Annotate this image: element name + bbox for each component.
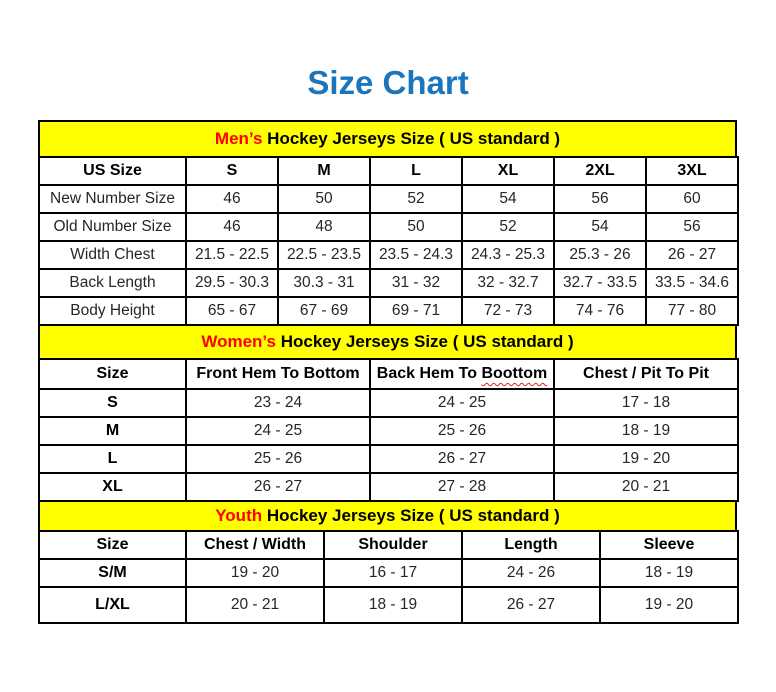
size-value-cell: 65 - 67: [186, 297, 278, 325]
column-header: Front Hem To Bottom: [186, 359, 370, 389]
column-header: Shoulder: [324, 531, 462, 559]
column-header: Size: [39, 531, 186, 559]
womens-size-table: [38, 358, 739, 502]
youth-section-header: [38, 500, 737, 532]
column-header: L: [370, 157, 462, 185]
row-label: S: [39, 389, 186, 417]
mens-size-table: [38, 156, 739, 326]
size-value-cell: 50: [278, 185, 370, 213]
youth-band-rest: Hockey Jerseys Size ( US standard ): [262, 506, 560, 525]
youth-band-highlight: Youth: [215, 506, 263, 525]
size-value-cell: 25 - 26: [370, 417, 554, 445]
mens-band-rest: Hockey Jerseys Size ( US standard ): [262, 129, 561, 148]
youth-header-row: [39, 531, 738, 559]
size-value-cell: 74 - 76: [554, 297, 646, 325]
mens-section: [38, 120, 737, 326]
column-header: XL: [462, 157, 554, 185]
mens-section-header: [38, 120, 737, 158]
column-header: M: [278, 157, 370, 185]
size-value-cell: 19 - 20: [554, 445, 738, 473]
column-header: S: [186, 157, 278, 185]
mens-band-highlight: Men’s: [214, 129, 263, 148]
size-value-cell: 52: [462, 213, 554, 241]
table-row: [39, 445, 738, 473]
table-row: [39, 297, 738, 325]
column-header: Length: [462, 531, 600, 559]
table-row: [39, 241, 738, 269]
size-value-cell: 27 - 28: [370, 473, 554, 501]
youth-section: [38, 500, 737, 624]
row-label: Old Number Size: [39, 213, 186, 241]
size-value-cell: 48: [278, 213, 370, 241]
size-value-cell: 24 - 25: [186, 417, 370, 445]
size-value-cell: 31 - 32: [370, 269, 462, 297]
size-chart: [38, 120, 737, 624]
size-value-cell: 18 - 19: [324, 587, 462, 623]
size-value-cell: 16 - 17: [324, 559, 462, 587]
back-hem-misspelled-word: Boottom: [481, 365, 548, 382]
page-title: Size Chart: [307, 64, 469, 101]
size-value-cell: 54: [462, 185, 554, 213]
table-row: [39, 389, 738, 417]
size-value-cell: 18 - 19: [554, 417, 738, 445]
size-value-cell: 56: [554, 185, 646, 213]
size-value-cell: 23 - 24: [186, 389, 370, 417]
table-row: [39, 185, 738, 213]
row-label: Back Length: [39, 269, 186, 297]
size-value-cell: 21.5 - 22.5: [186, 241, 278, 269]
column-header: 2XL: [554, 157, 646, 185]
row-label: M: [39, 417, 186, 445]
row-label: XL: [39, 473, 186, 501]
size-value-cell: 18 - 19: [600, 559, 738, 587]
column-header: Chest / Width: [186, 531, 324, 559]
size-value-cell: 54: [554, 213, 646, 241]
size-value-cell: 67 - 69: [278, 297, 370, 325]
womens-section-header: [38, 324, 737, 360]
row-label: S/M: [39, 559, 186, 587]
size-value-cell: 30.3 - 31: [278, 269, 370, 297]
size-value-cell: 32.7 - 33.5: [554, 269, 646, 297]
table-row: [39, 587, 738, 623]
column-header-misspelled: [370, 359, 554, 389]
size-value-cell: 20 - 21: [186, 587, 324, 623]
column-header: 3XL: [646, 157, 738, 185]
size-value-cell: 32 - 32.7: [462, 269, 554, 297]
size-value-cell: 60: [646, 185, 738, 213]
row-label: Width Chest: [39, 241, 186, 269]
table-row: [39, 417, 738, 445]
size-value-cell: 23.5 - 24.3: [370, 241, 462, 269]
column-header: Chest / Pit To Pit: [554, 359, 738, 389]
table-row: [39, 473, 738, 501]
row-label: New Number Size: [39, 185, 186, 213]
size-value-cell: 50: [370, 213, 462, 241]
table-row: [39, 269, 738, 297]
size-value-cell: 26 - 27: [186, 473, 370, 501]
row-label: Body Height: [39, 297, 186, 325]
size-value-cell: 77 - 80: [646, 297, 738, 325]
table-row: [39, 559, 738, 587]
row-label: L: [39, 445, 186, 473]
size-value-cell: 20 - 21: [554, 473, 738, 501]
size-value-cell: 22.5 - 23.5: [278, 241, 370, 269]
size-value-cell: 25.3 - 26: [554, 241, 646, 269]
womens-header-row: [39, 359, 738, 389]
size-value-cell: 46: [186, 185, 278, 213]
size-value-cell: 17 - 18: [554, 389, 738, 417]
size-value-cell: 46: [186, 213, 278, 241]
size-value-cell: 29.5 - 30.3: [186, 269, 278, 297]
size-value-cell: 52: [370, 185, 462, 213]
table-row: [39, 213, 738, 241]
size-value-cell: 69 - 71: [370, 297, 462, 325]
size-value-cell: 33.5 - 34.6: [646, 269, 738, 297]
row-label: L/XL: [39, 587, 186, 623]
womens-section: [38, 324, 737, 502]
column-header: US Size: [39, 157, 186, 185]
size-value-cell: 26 - 27: [370, 445, 554, 473]
size-value-cell: 25 - 26: [186, 445, 370, 473]
youth-size-table: [38, 530, 739, 624]
size-value-cell: 19 - 20: [186, 559, 324, 587]
column-header: Size: [39, 359, 186, 389]
back-hem-prefix: Back Hem To: [376, 365, 477, 382]
column-header: Sleeve: [600, 531, 738, 559]
size-value-cell: 72 - 73: [462, 297, 554, 325]
womens-band-highlight: Women’s: [201, 332, 276, 351]
size-value-cell: 24 - 26: [462, 559, 600, 587]
womens-band-rest: Hockey Jerseys Size ( US standard ): [275, 332, 574, 351]
size-value-cell: 24.3 - 25.3: [462, 241, 554, 269]
mens-header-row: [39, 157, 738, 185]
size-value-cell: 26 - 27: [646, 241, 738, 269]
size-value-cell: 26 - 27: [462, 587, 600, 623]
size-value-cell: 19 - 20: [600, 587, 738, 623]
size-value-cell: 24 - 25: [370, 389, 554, 417]
size-value-cell: 56: [646, 213, 738, 241]
